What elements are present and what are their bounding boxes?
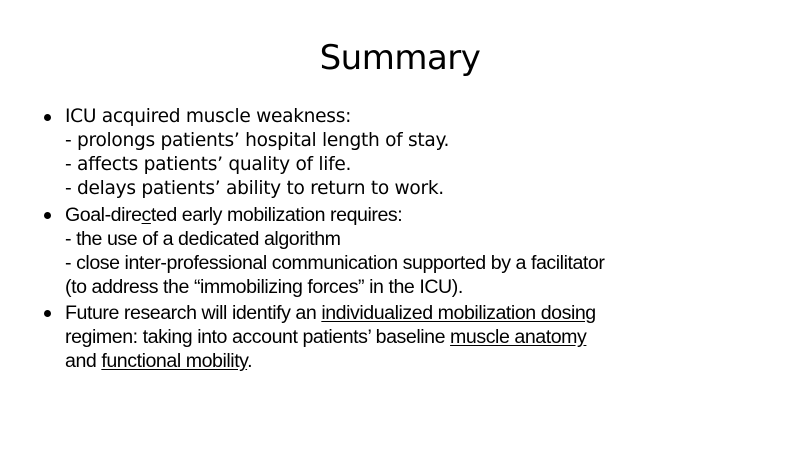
underlined-segment: c xyxy=(141,204,151,226)
sub-item: - prolongs patients’ hospital length of stay. xyxy=(65,130,450,151)
underlined-segment: individualized mobilization dosing xyxy=(321,302,596,324)
underlined-segment: muscle anatomy xyxy=(450,326,587,348)
sub-item: (to address the “immobilizing forces” in the ICU). xyxy=(65,276,463,298)
bullet-list xyxy=(44,105,774,373)
bullet-text xyxy=(65,301,774,325)
text-segment: Goal-dire xyxy=(65,204,142,226)
text-segment: . xyxy=(247,350,253,372)
bullet-text xyxy=(65,203,774,227)
underlined-segment: functional mobility xyxy=(101,350,248,372)
sub-item: - affects patients’ quality of life. xyxy=(65,154,352,175)
bullet-text xyxy=(65,349,774,373)
text-segment: Future research will identify an xyxy=(65,302,322,324)
bullet-icu-weakness xyxy=(44,105,774,201)
sub-item: - close inter-professional communication supported by a facilitator xyxy=(65,252,605,274)
bullet-dot-icon xyxy=(44,114,51,121)
bullet-goal-directed-mobilization xyxy=(44,203,774,299)
sub-item: - the use of a dedicated algorithm xyxy=(65,228,341,250)
bullet-future-research xyxy=(44,301,774,373)
bullet-dot-icon xyxy=(44,310,51,317)
sub-item: - delays patients’ ability to return to work. xyxy=(65,178,444,199)
slide-title: Summary xyxy=(319,38,481,78)
text-segment: ted early mobilization requires: xyxy=(150,204,403,226)
bullet-text xyxy=(65,325,774,349)
text-segment: regimen: taking into account patients’ baseline xyxy=(65,326,451,348)
text-segment: and xyxy=(65,350,102,372)
bullet-text: ICU acquired muscle weakness: xyxy=(65,106,352,127)
bullet-dot-icon xyxy=(44,212,51,219)
